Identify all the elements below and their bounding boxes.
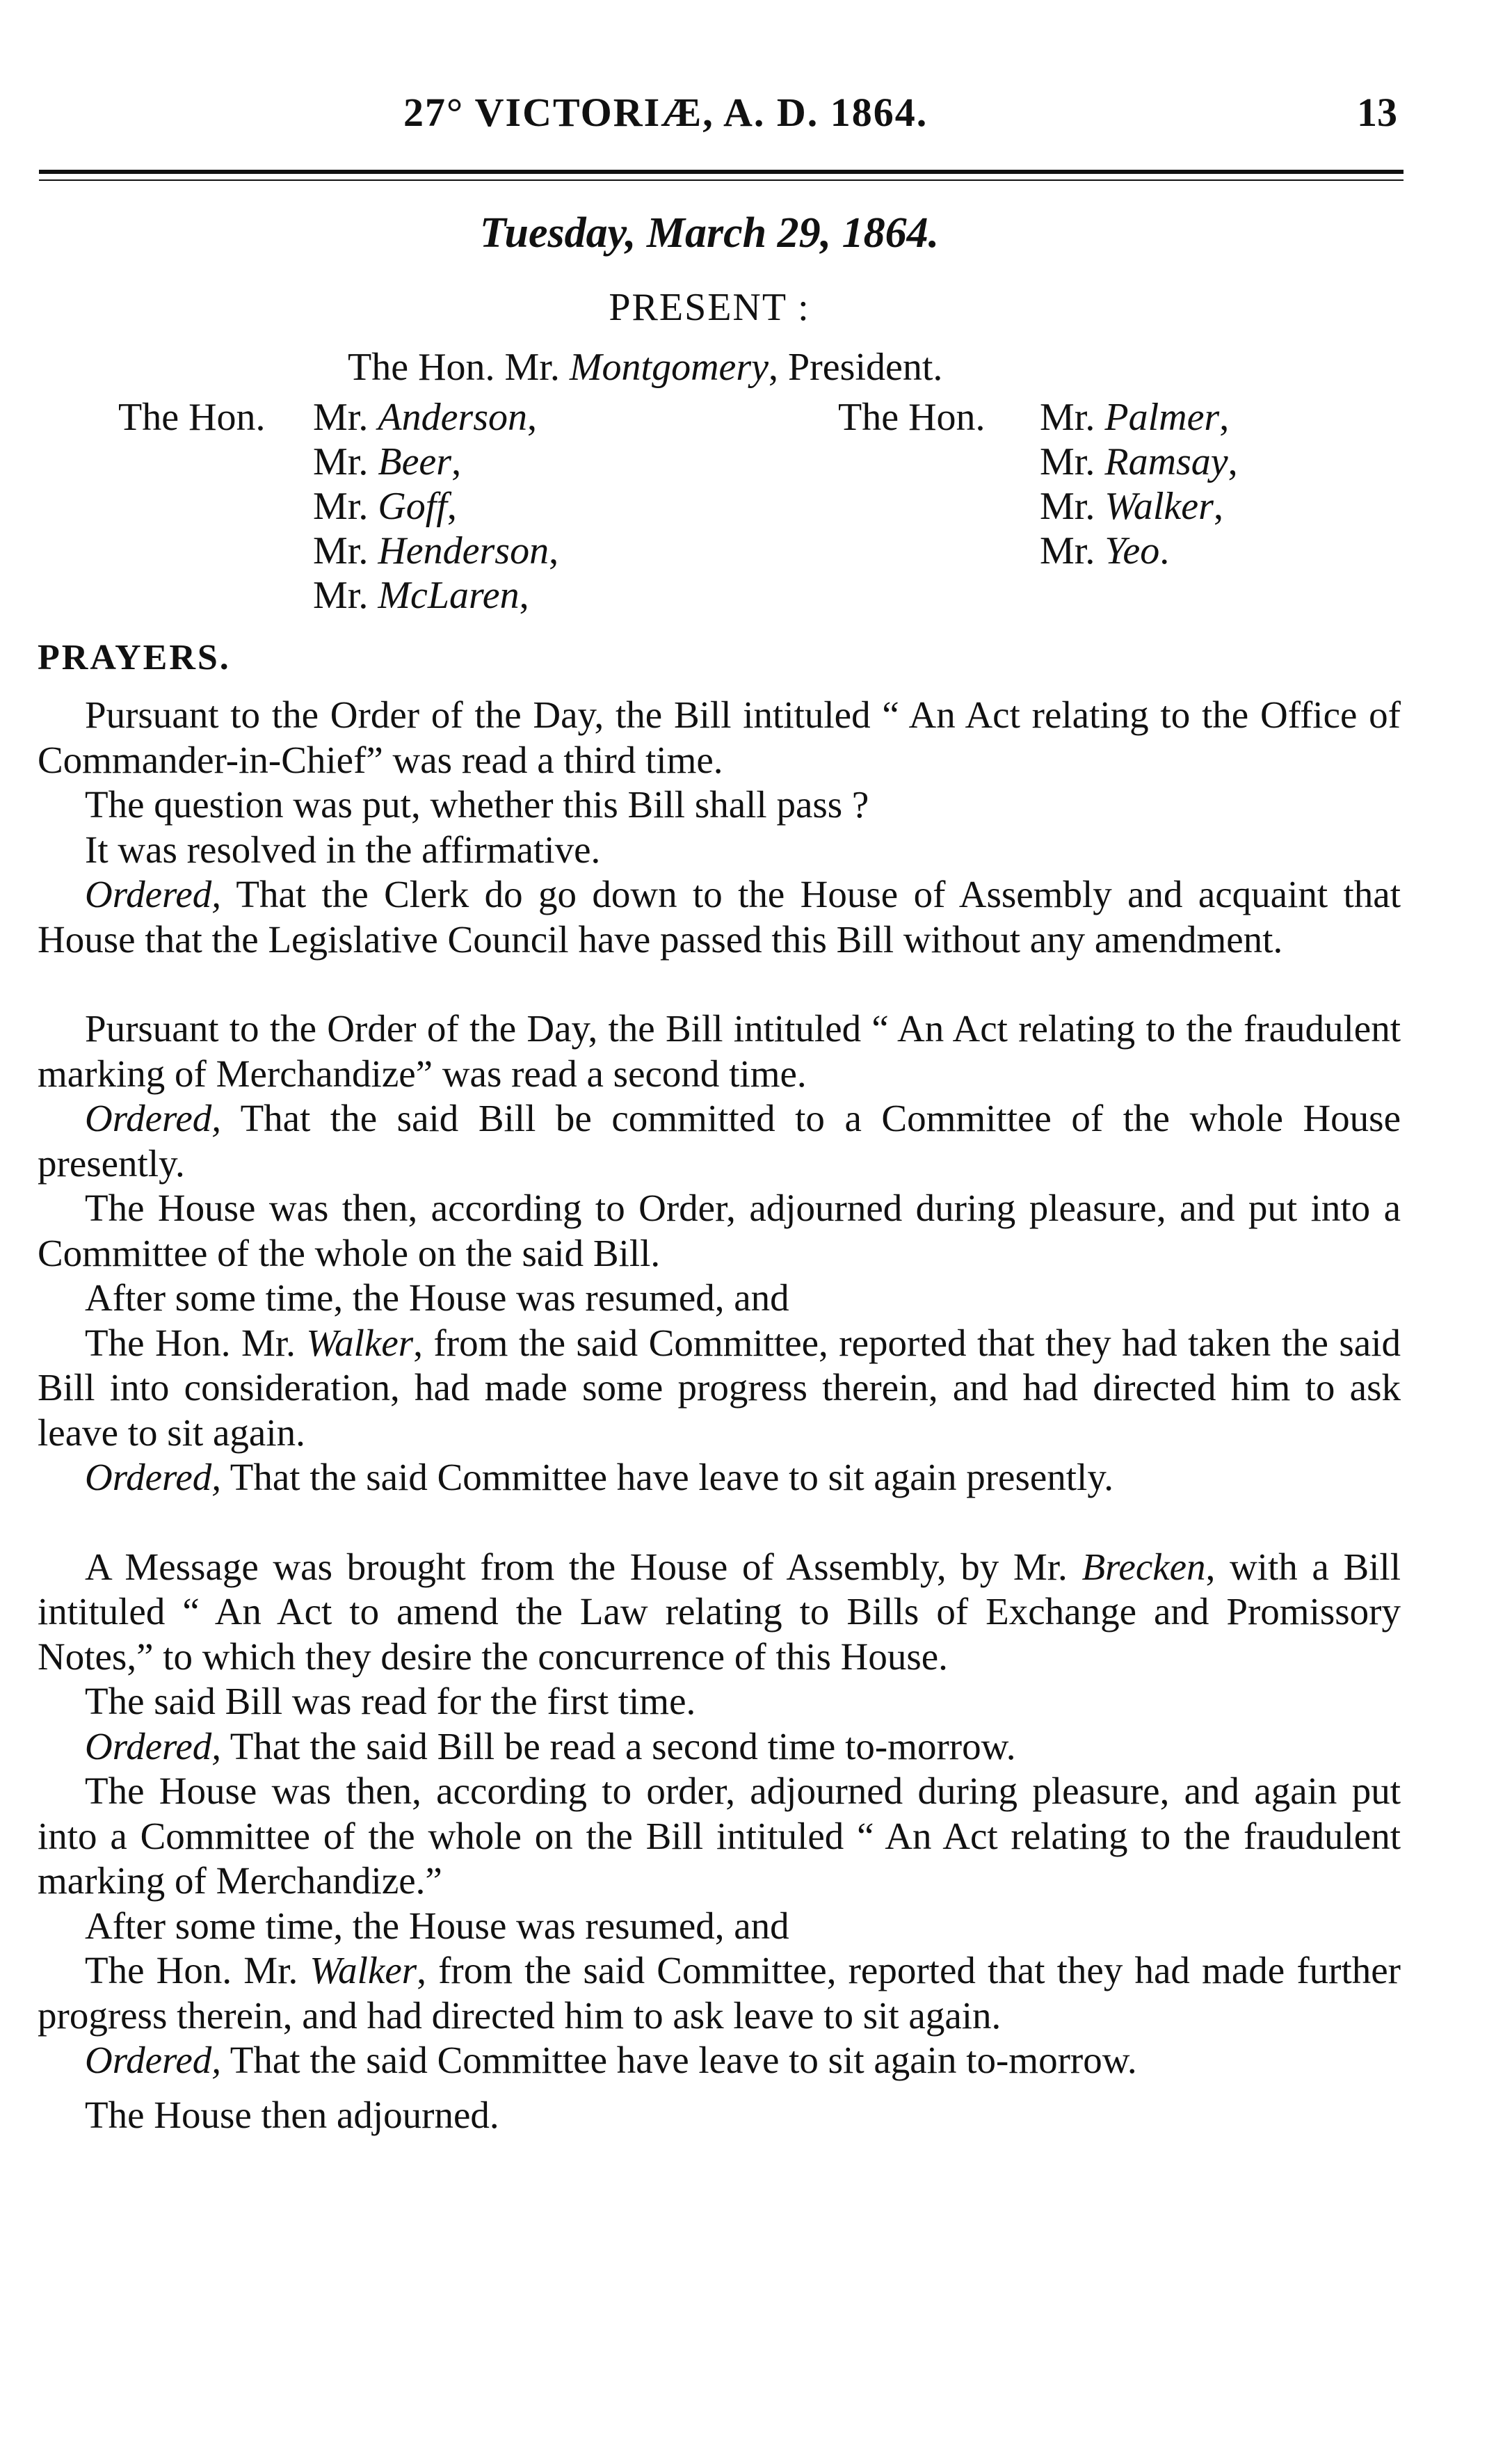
ordered-label: Ordered, <box>85 873 222 915</box>
president-line <box>348 345 942 390</box>
ordered-label: Ordered, <box>85 1097 222 1139</box>
session-date: Tuesday, March 29, 1864. <box>479 209 940 257</box>
paragraph: The House was then, according to Order, adjourned during pleasure, and put into a Committee of the whole on the said Bill. <box>38 1187 1401 1274</box>
member-line: Mr. Beer, <box>313 440 462 483</box>
member-name: Walker <box>306 1321 414 1364</box>
member-name: Walker <box>1104 485 1214 528</box>
president-prefix: The Hon. Mr. <box>348 346 570 389</box>
president-suffix: , President. <box>769 346 943 389</box>
member-name: Yeo <box>1104 529 1160 572</box>
paragraph: Ordered, That the Clerk do go down to the House of Assembly and acquaint that House that the Legislative Council have passed this Bill without any amendment. <box>38 873 1401 961</box>
paragraph: Ordered, That the said Committee have leave to sit again to-morrow. <box>85 2039 1137 2081</box>
members-left-column <box>118 395 558 618</box>
paragraph: A Message was brought from the House of Assembly, by Mr. Brecken, with a Bill intituled “ An Act to amend the Law relating to Bills of Exchange and Promissory Notes,” to which they desire the concurrence of this House. <box>38 1545 1401 1678</box>
member-line: Mr. Henderson, <box>313 529 559 572</box>
present-heading: PRESENT : <box>609 286 810 329</box>
paragraph: The House was then, according to order, adjourned during pleasure, and again put into a Committee of the whole on the Bill intituled “ An Act relating to the fraudulent marking of Merchandize.” <box>38 1770 1401 1902</box>
member-line: Mr. Yeo. <box>1040 529 1170 572</box>
member-line: The Hon. Mr. Anderson, <box>118 396 538 439</box>
paragraph: After some time, the House was resumed, and <box>85 1276 789 1319</box>
running-head <box>0 89 1512 145</box>
member-name: Goff <box>378 485 447 528</box>
member-line: Mr. Ramsay, <box>1040 440 1238 483</box>
paragraph: Ordered, That the said Bill be committed to a Committee of the whole House presently. <box>38 1097 1401 1185</box>
paragraph: The question was put, whether this Bill shall pass ? <box>85 783 869 826</box>
member-name: Walker <box>309 1949 417 1991</box>
paragraph: The Hon. Mr. Walker, from the said Committee, reported that they had taken the said Bill into consideration, had made some progress therein, and had directed him to ask leave to sit again. <box>38 1321 1401 1454</box>
paragraph: The House then adjourned. <box>85 2093 499 2136</box>
president-name: Montgomery <box>569 346 769 389</box>
paragraph: After some time, the House was resumed, and <box>85 1904 789 1947</box>
member-name: Henderson <box>378 529 549 572</box>
paragraph: Ordered, That the said Committee have leave to sit again presently. <box>85 1456 1113 1498</box>
member-name: McLaren <box>378 574 520 617</box>
member-name: Palmer <box>1104 396 1220 439</box>
members-right-column <box>838 395 1238 573</box>
ordered-label: Ordered, <box>85 2039 222 2081</box>
running-title: 27° VICTORIÆ, A. D. 1864. <box>403 90 928 135</box>
member-line: Mr. Walker, <box>1040 485 1223 528</box>
member-name: Ramsay <box>1104 440 1228 483</box>
prayers-heading: PRAYERS. <box>38 638 231 677</box>
header-rule-thick <box>39 170 1404 174</box>
paragraph: The Hon. Mr. Walker, from the said Committee, reported that they had made further progress therein, and had directed him to ask leave to sit again. <box>38 1949 1401 2037</box>
paragraph: Pursuant to the Order of the Day, the Bill intituled “ An Act relating to the Office of Commander-in-Chief” was read a third time. <box>38 693 1401 781</box>
ordered-label: Ordered, <box>85 1724 222 1767</box>
member-line: The Hon. Mr. Palmer, <box>838 396 1230 439</box>
member-name: Beer <box>378 440 452 483</box>
hon-label: The Hon. <box>838 396 986 439</box>
member-line: Mr. McLaren, <box>313 574 529 617</box>
header-rule-thin <box>39 179 1404 181</box>
paragraph: It was resolved in the affirmative. <box>85 828 601 871</box>
hon-label: The Hon. <box>118 396 266 439</box>
paragraph: The said Bill was read for the first time. <box>85 1680 696 1722</box>
ordered-label: Ordered, <box>85 1456 222 1498</box>
paragraph: Ordered, That the said Bill be read a second time to-morrow. <box>85 1724 1016 1767</box>
proceedings-body <box>38 693 1401 2138</box>
member-name: Anderson <box>378 396 528 439</box>
member-name: Brecken <box>1081 1545 1206 1588</box>
paragraph: Pursuant to the Order of the Day, the Bill intituled “ An Act relating to the fraudulent marking of Merchandize” was read a second time. <box>38 1007 1401 1095</box>
page-number: 13 <box>1357 90 1397 135</box>
member-line: Mr. Goff, <box>313 485 457 528</box>
